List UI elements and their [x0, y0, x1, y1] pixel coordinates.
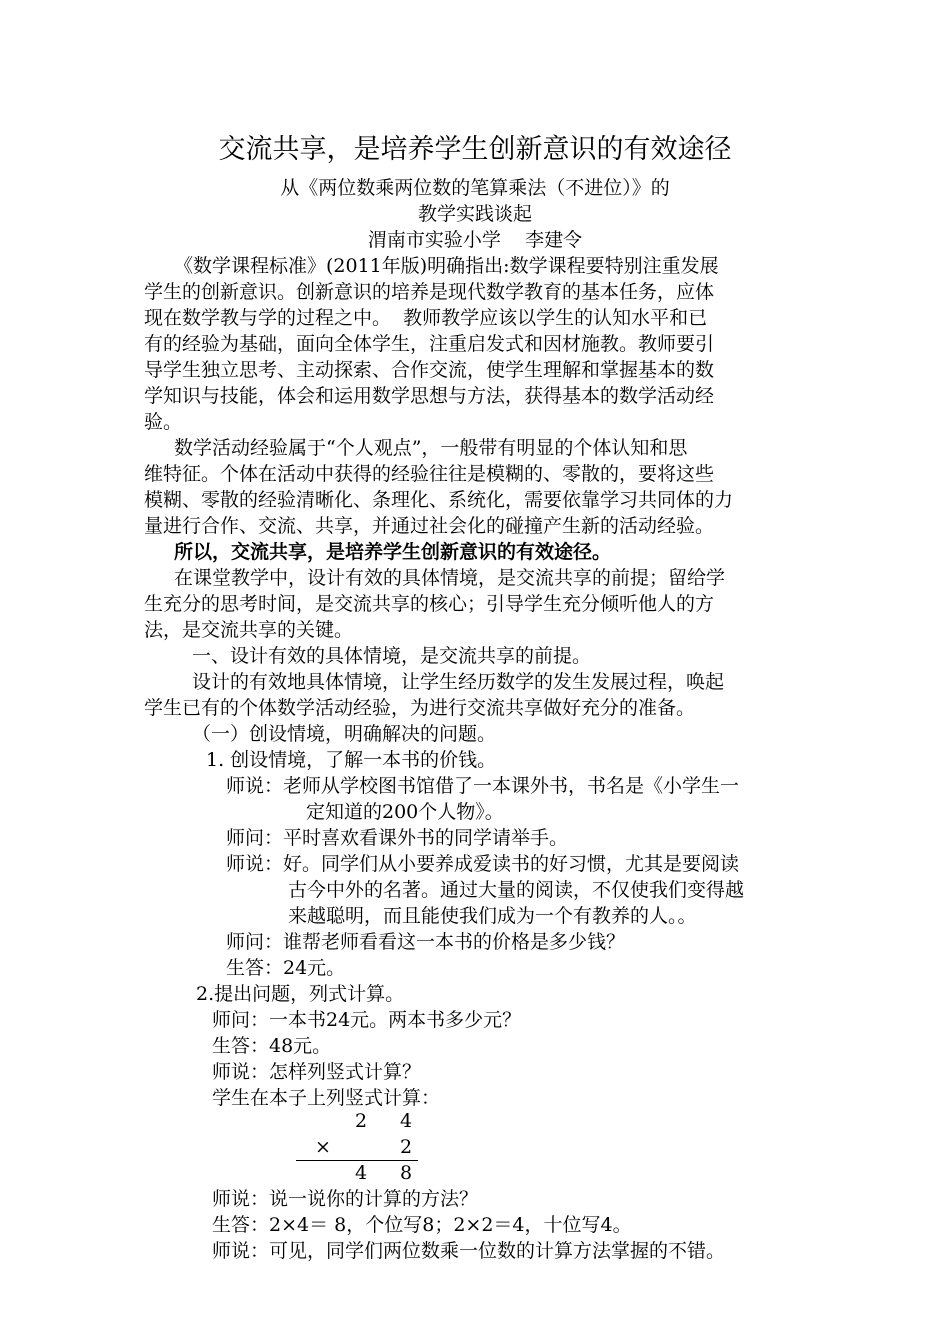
dialogue-line: 师问：谁帮老师看看这一本书的价格是多少钱？ [226, 931, 626, 953]
multiplicand-tens-digit: 2 [355, 1110, 368, 1132]
dialogue-line: 古今中外的名著。通过大量的阅读，不仅使我们变得越 [288, 879, 745, 901]
page-title: 交流共享，是培养学生创新意识的有效途径 [218, 134, 732, 165]
dialogue-line: 学生在本子上列竖式计算： [212, 1087, 441, 1109]
item-heading-2: 2.提出问题，列式计算。 [196, 983, 405, 1005]
para1-line-2: 学生的创新意识。创新意识的培养是现代数学教育的基本任务，应体 [144, 281, 715, 303]
subsection-heading-1: （一）创设情境，明确解决的问题。 [192, 723, 497, 745]
para1-line-7: 验。 [144, 411, 183, 433]
multiplicand-ones-digit: 4 [400, 1110, 413, 1132]
para1-line-4: 有的经验为基础，面向全体学生，注重启发式和因材施教。教师要引 [144, 333, 715, 355]
dialogue-line: 师说：好。同学们从小要养成爱读书的好习惯，尤其是要阅读 [226, 853, 740, 875]
subtitle-line-1: 从《两位数乘两位数的笔算乘法（不进位）》的 [280, 177, 670, 199]
result-ones-digit: 8 [400, 1162, 413, 1184]
para4-line-2: 学生已有的个体数学活动经验，为进行交流共享做好充分的准备。 [144, 697, 696, 719]
dialogue-line: 师问：平时喜欢看课外书的同学请举手。 [226, 827, 569, 849]
para2-line-3: 模糊、零散的经验清晰化、条理化、系统化，需要依靠学习共同体的力 [144, 489, 734, 511]
para3-line-1: 在课堂教学中，设计有效的具体情境，是交流共享的前提；留给学 [174, 567, 726, 589]
subtitle-line-2: 教学实践谈起 [417, 203, 532, 225]
author-line: 渭南市实验小学 李建令 [367, 229, 583, 251]
dialogue-line: 定知道的200个人物》。 [306, 801, 504, 823]
dialogue-line: 师说：怎样列竖式计算？ [212, 1061, 422, 1083]
para3-line-3: 法，是交流共享的关键。 [144, 619, 354, 641]
para2-line-2: 维特征。个体在活动中获得的经验往往是模糊的、零散的，要将这些 [144, 463, 715, 485]
dialogue-line: 生答：24元。 [226, 957, 346, 979]
times-sign: × [315, 1136, 331, 1158]
dialogue-line: 生答：2×4＝ 8，个位写8；2×2＝4，十位写4。 [212, 1214, 632, 1236]
dialogue-line: 师问：一本书24元。两本书多少元？ [212, 1009, 522, 1031]
para1-line-3: 现在数学教与学的过程之中。 教师教学应该以学生的认知水平和已 [144, 307, 708, 329]
item-heading-1: 1. 创设情境，了解一本书的价钱。 [206, 749, 497, 771]
para2-line-1: 数学活动经验属于“个人观点”，一般带有明显的个体认知和思 [174, 437, 688, 459]
bold-statement: 所以，交流共享，是培养学生创新意识的有效途径。 [174, 541, 612, 563]
para1-line-6: 学知识与技能，体会和运用数学思想与方法，获得基本的数学活动经 [144, 385, 715, 407]
para1-line-1: 《数学课程标准》(2011年版)明确指出:数学课程要特别注重发展 [174, 255, 719, 277]
dialogue-line: 来越聪明，而且能使我们成为一个有教养的人。。 [288, 905, 697, 927]
dialogue-line: 师说：说一说你的计算的方法？ [212, 1188, 479, 1210]
multiplier-digit: 2 [400, 1136, 413, 1158]
para3-line-2: 生充分的思考时间，是交流共享的核心；引导学生充分倾听他人的方 [144, 593, 715, 615]
result-tens-digit: 4 [355, 1162, 368, 1184]
section-heading-1: 一、设计有效的具体情境，是交流共享的前提。 [192, 645, 592, 667]
para1-line-5: 导学生独立思考、主动探索、合作交流，使学生理解和掌握基本的数 [144, 359, 715, 381]
dialogue-line: 生答：48元。 [212, 1035, 332, 1057]
para2-line-4: 量进行合作、交流、共享，并通过社会化的碰撞产生新的活动经验。 [144, 515, 715, 537]
dialogue-line: 师说：可见，同学们两位数乘一位数的计算方法掌握的不错。 [212, 1240, 726, 1262]
para4-line-1: 设计的有效地具体情境，让学生经历数学的发生发展过程，唤起 [192, 671, 725, 693]
dialogue-line: 师说：老师从学校图书馆借了一本课外书，书名是《小学生一 [226, 775, 740, 797]
